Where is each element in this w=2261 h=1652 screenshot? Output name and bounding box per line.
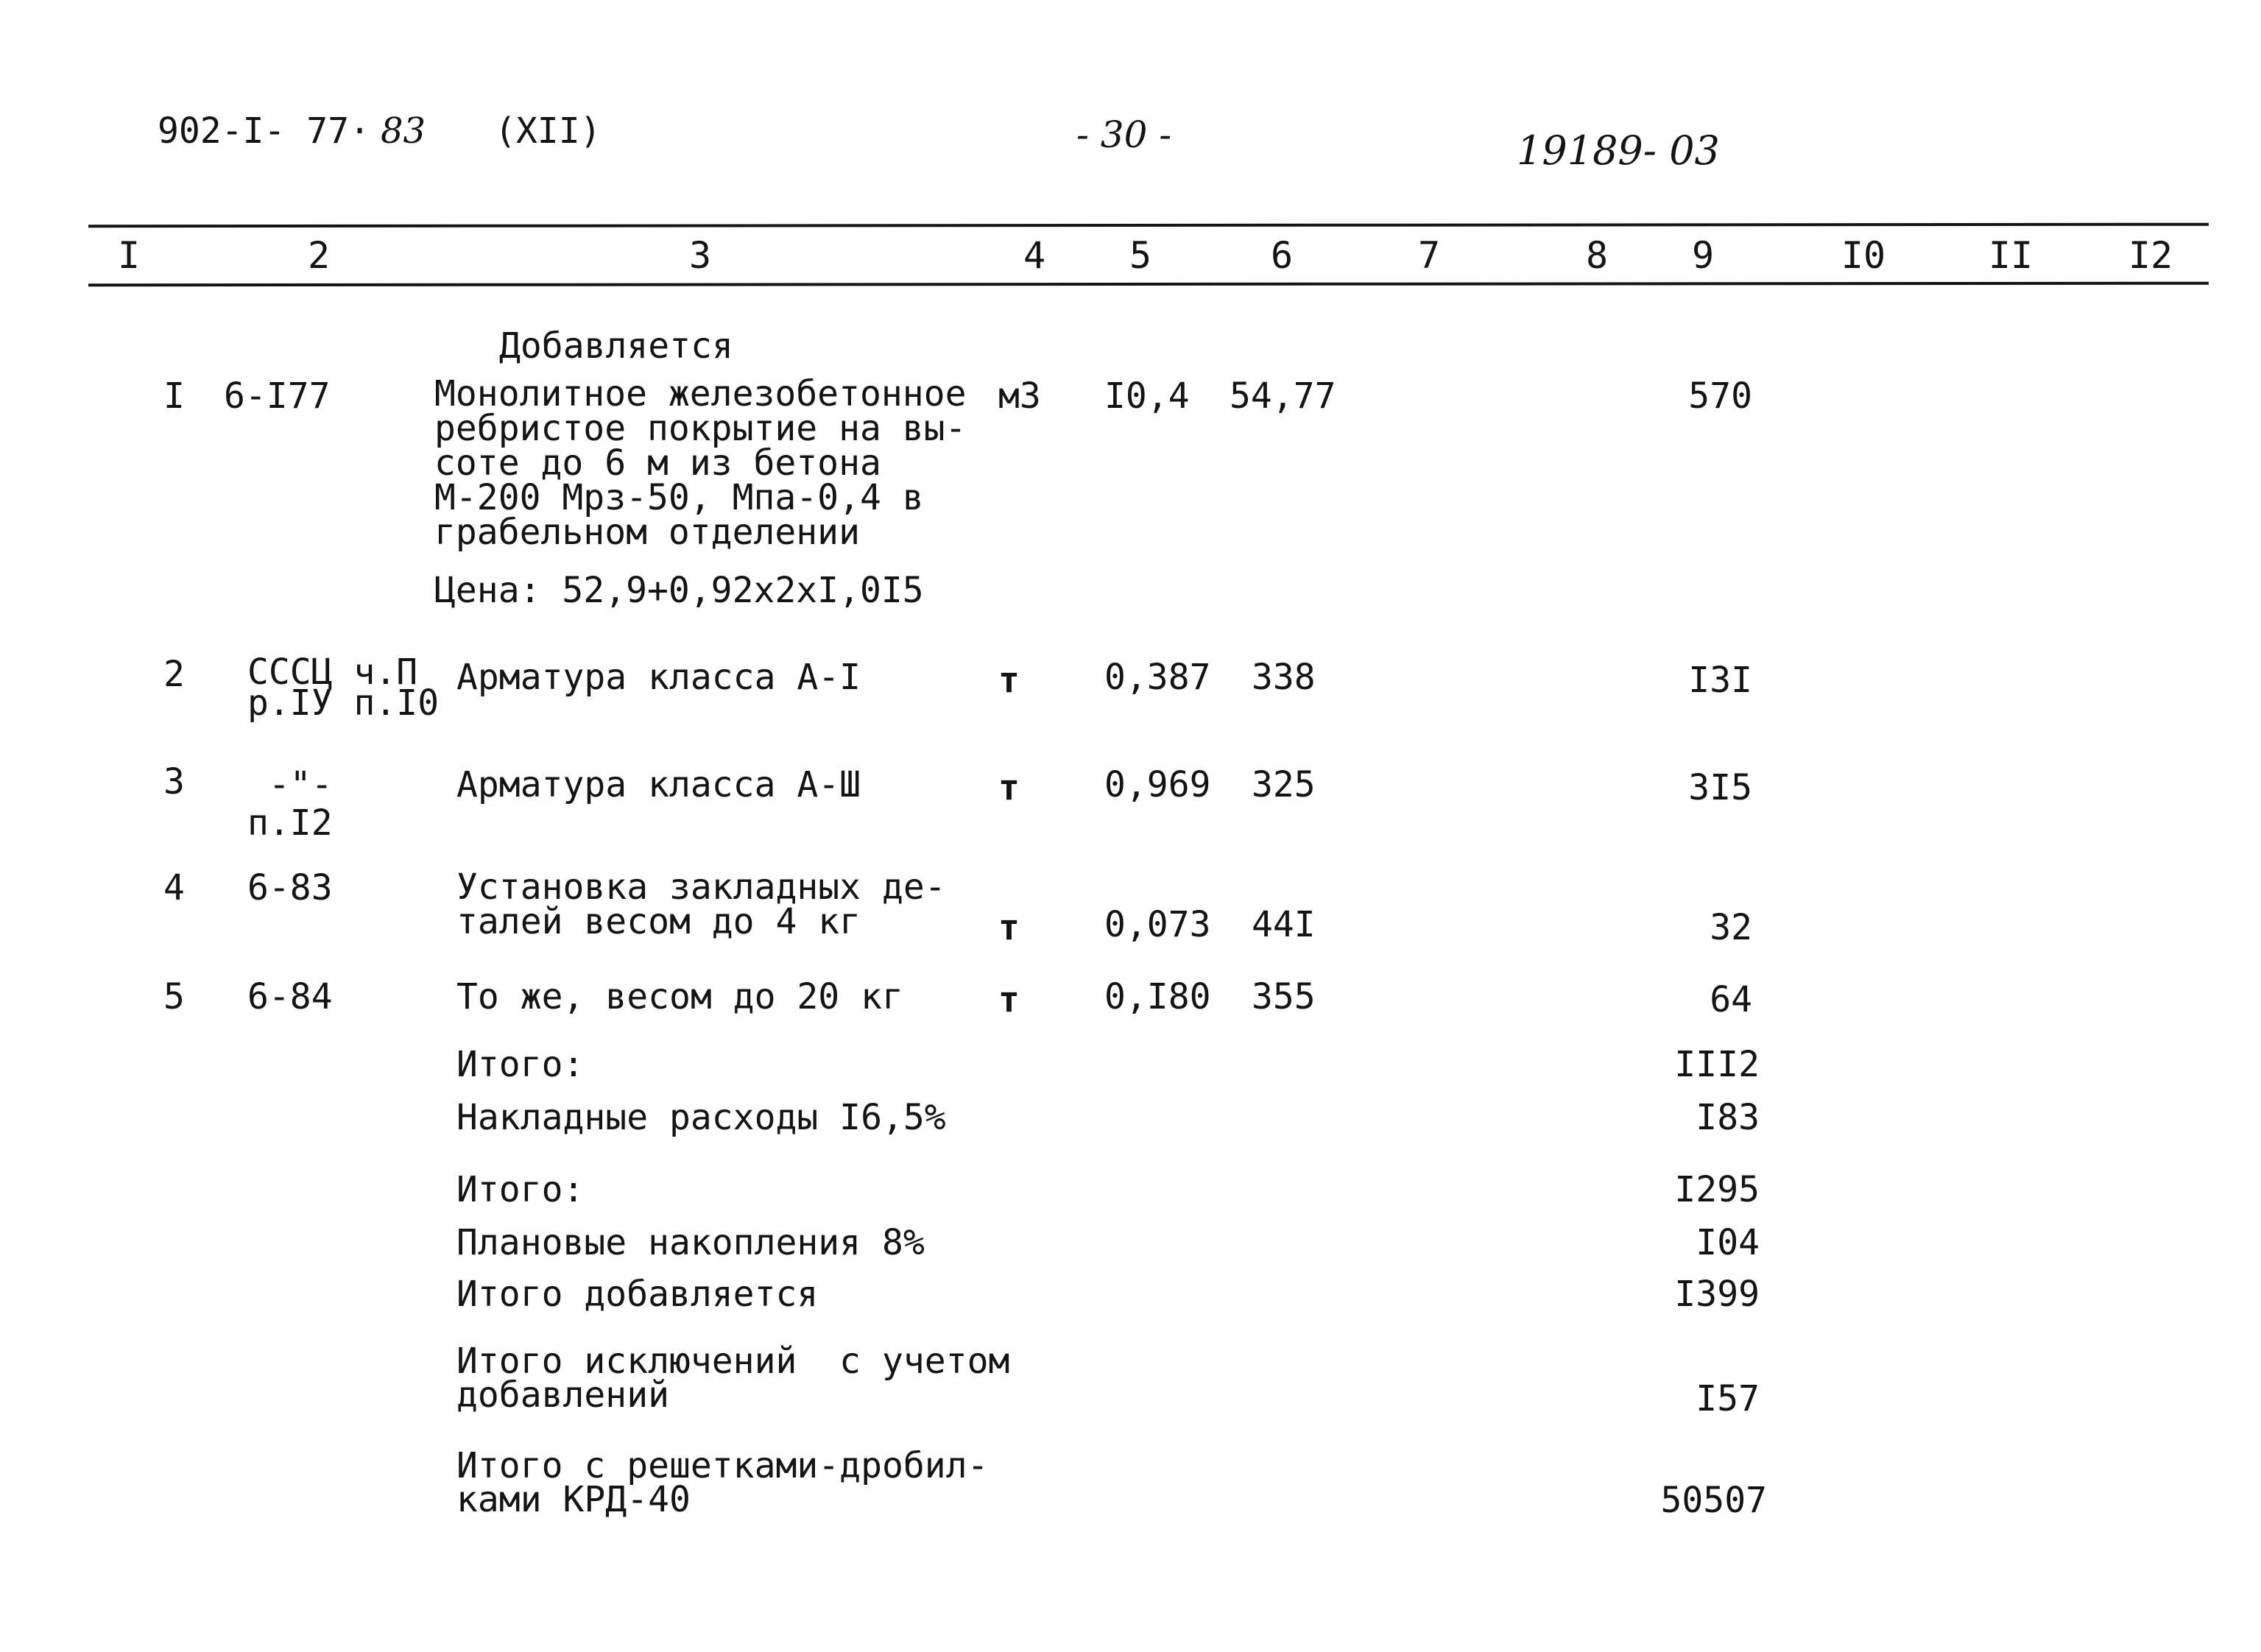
row-price: 355 xyxy=(1252,976,1316,1017)
row-total: 3I5 xyxy=(1688,767,1752,808)
row-total: 64 xyxy=(1710,979,1752,1020)
column-header: I xyxy=(117,234,141,277)
summary-value: III2 xyxy=(1674,1044,1760,1085)
row-description: Арматура класса А-I xyxy=(456,657,861,698)
row-code: 6-84 xyxy=(247,976,333,1017)
column-header: 9 xyxy=(1691,234,1715,277)
row-quantity: 0,969 xyxy=(1104,764,1211,805)
page-number: - 30 - xyxy=(1076,113,1172,156)
summary-label: Накладные расходы I6,5% xyxy=(456,1097,946,1138)
row-description: Монолитное железобетонное ребристое покрытие на вы- соте до 6 м из бетона М-200 Мрз-50, Мпа-0,4 в грабельном отделении xyxy=(434,373,967,553)
row-number: I xyxy=(163,375,185,417)
summary-label: Итого с решетками-дробил- ками КРД-40 xyxy=(456,1445,989,1520)
document-code-printed: 902-I- 77· xyxy=(158,110,370,152)
row-description: Арматура класса А-Ш xyxy=(456,764,861,805)
row-number: 4 xyxy=(163,867,185,908)
summary-label: Итого: xyxy=(456,1169,585,1210)
row-price-note: Цена: 52,9+0,92x2xI,0I5 xyxy=(434,570,924,611)
row-code: СССЦ ч.П р.IУ п.I0 xyxy=(247,652,440,724)
row-quantity: 0,387 xyxy=(1104,657,1211,698)
summary-label: Итого добавляется xyxy=(456,1274,819,1315)
row-unit: м3 xyxy=(998,375,1041,417)
row-price: 44I xyxy=(1252,904,1316,945)
row-code: 6-83 xyxy=(247,867,333,908)
row-description: Установка закладных де- талей весом до 4 кг xyxy=(456,866,946,942)
row-quantity: 0,073 xyxy=(1104,904,1211,945)
row-number: 2 xyxy=(163,654,185,695)
row-number: 3 xyxy=(163,761,185,802)
row-total: 570 xyxy=(1688,375,1752,417)
summary-label: Итого: xyxy=(456,1044,585,1085)
header-top-rule xyxy=(88,223,2209,228)
column-header: I2 xyxy=(2128,234,2173,277)
row-quantity: I0,4 xyxy=(1104,375,1190,417)
summary-label: Плановые накопления 8% xyxy=(456,1222,925,1263)
column-header: 6 xyxy=(1270,234,1294,277)
row-total: 32 xyxy=(1710,907,1752,948)
summary-value: 50507 xyxy=(1660,1480,1767,1521)
row-total: I3I xyxy=(1688,660,1752,701)
document-code xyxy=(158,110,426,152)
summary-value: I399 xyxy=(1674,1274,1760,1315)
column-header: 7 xyxy=(1417,234,1441,277)
row-unit: т xyxy=(998,660,1020,701)
row-price: 54,77 xyxy=(1230,375,1336,417)
column-header: I0 xyxy=(1841,234,1886,277)
row-quantity: 0,I80 xyxy=(1104,976,1211,1017)
header-bottom-rule xyxy=(88,282,2209,287)
row-price: 325 xyxy=(1252,764,1316,805)
row-unit: т xyxy=(998,979,1020,1020)
column-header: 5 xyxy=(1129,234,1152,277)
column-header: 3 xyxy=(688,234,712,277)
row-code: -"- п.I2 xyxy=(247,764,333,844)
row-price: 338 xyxy=(1252,657,1316,698)
document-code-handwritten: 83 xyxy=(380,110,426,152)
column-header: 8 xyxy=(1585,234,1609,277)
summary-value: I83 xyxy=(1696,1097,1760,1138)
handwritten-number: 19189- 03 xyxy=(1517,127,1720,174)
row-unit: т xyxy=(998,767,1020,808)
summary-value: I57 xyxy=(1696,1378,1760,1419)
row-code: 6-I77 xyxy=(224,375,331,417)
row-description: То же, весом до 20 кг xyxy=(456,976,903,1017)
document-part: (XII) xyxy=(495,110,602,152)
summary-label: Итого исключений с учетом добавлений xyxy=(456,1341,1010,1416)
row-number: 5 xyxy=(163,976,185,1017)
summary-value: I04 xyxy=(1696,1222,1760,1263)
row-unit: т xyxy=(998,907,1020,948)
column-header: 4 xyxy=(1023,234,1046,277)
column-header: 2 xyxy=(307,234,331,277)
section-title: Добавляется xyxy=(499,325,733,367)
column-header: II xyxy=(1988,234,2034,277)
summary-value: I295 xyxy=(1674,1169,1760,1210)
